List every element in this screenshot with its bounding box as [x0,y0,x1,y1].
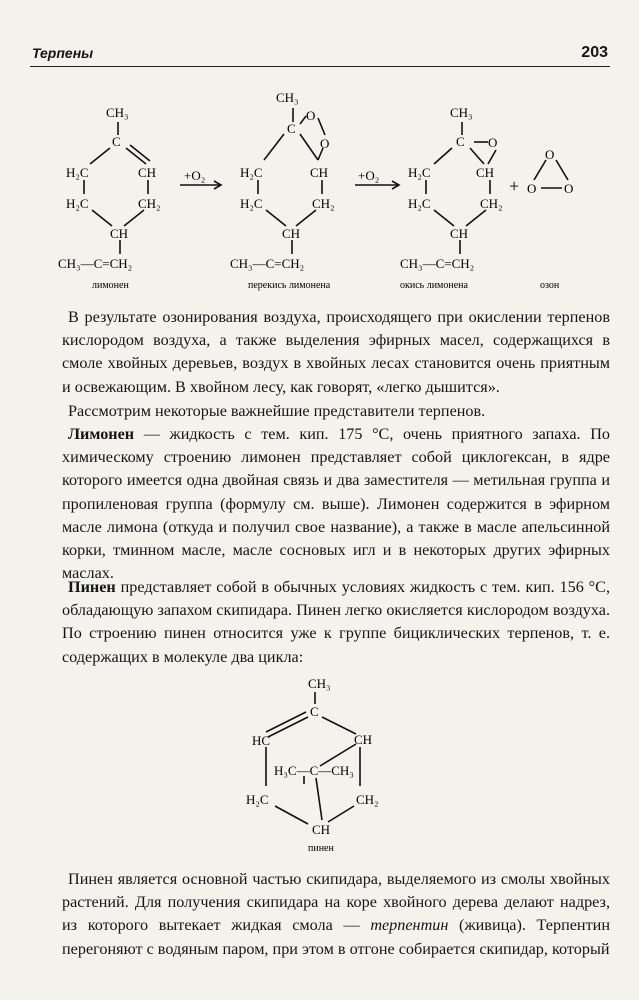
arrow-1-label: +O₂ [184,168,206,183]
page-number: 203 [581,44,608,61]
peroxide-ch2-bottom: CH₂ [312,196,335,211]
pinene-caption: пинен [308,843,334,854]
pinene-c: C [310,704,319,719]
oxide-h2c-bottom: H₂C [408,196,431,211]
paragraph-turpentine-text-b: (живица). Терпентин перегоняют с водяным паром, при этом в отгоне собирается скипидар, который [62,916,610,958]
peroxide-c: C [287,121,296,136]
plus-sign: + [509,176,520,196]
pinene-ch2: CH₂ [356,792,379,807]
paragraph-turpentine [62,868,610,961]
pinene-ch-bottom: CH [312,822,331,837]
limonene-c: C [112,134,121,149]
running-header [30,42,610,66]
peroxide-ch3: CH₃ [276,90,299,105]
oxide-ch2-bottom: CH₂ [480,196,503,211]
oxide-ch3: CH₃ [450,105,473,120]
limonene-ch3: CH₃ [106,105,129,120]
header-rule [30,66,610,67]
ozone-o-top: O [545,147,555,162]
pinene-ch3: CH₃ [308,676,331,691]
oxide-h2c-top: H₂C [408,165,431,180]
oxide-side-chain: CH₃—C=CH₂ [400,256,475,271]
pinene-h2c: H₂C [246,792,269,807]
ozone-o-left: O [527,181,537,196]
pinene-bridge: H₃C—C—CH₃ [274,763,354,778]
limonene-ch-bottom: CH [110,226,129,241]
limonene-side-chain: CH₃—C=CH₂ [58,256,133,271]
paragraph-ozonation-text: В результате озонирования воздуха, происходящего при окислении терпенов кислородом воздуха, а также выделения эфирных масел, содержащихся в смоле хвойных деревьев, воздух в хвойных лесах становится очень приятным и освежающим. В хвойном лесу, как говорят, «легко дышится». [62,308,610,396]
peroxide-ch-bottom: CH [282,226,301,241]
pinene-structure [220,672,420,854]
running-title: Терпены [32,45,94,61]
oxide-c: C [456,134,465,149]
paragraph-pinene [62,576,610,669]
limonene-caption: лимонен [92,280,129,291]
peroxide-o1: O [306,108,316,123]
paragraph-ozonation [62,306,610,399]
ozone-caption: озон [540,280,560,291]
pinene-ch-right: CH [354,732,373,747]
oxide-caption: окись лимонена [400,280,468,291]
ozone-o-right: O [564,181,574,196]
peroxide-h2c-bottom: H₂C [240,196,263,211]
paragraph-limonene [62,423,610,585]
limonene-h2c-top: H₂C [66,165,89,180]
paragraph-intro-text: Рассмотрим некоторые важнейшие представители терпенов. [68,402,486,420]
paragraph-limonene-text: — жидкость с тем. кип. 175 °С, очень приятного запаха. По химическому строению лимонен представляет собой циклогексан, в ядре которого имеется одна двойная связь и два заместителя — метильная группа и пропиленовая группа (формулу см. выше). Лимонен содержится в эфирном масле лимона (откуда и получил свое название), а также в масле апельсинной корки, тминном масле, масле сосновых игл и в некоторых других эфирных маслах. [62,425,610,583]
paragraph-intro-terpenes [62,400,610,423]
peroxide-h2c-top: H₂C [240,165,263,180]
paragraph-turpentine-text-a: Пинен является основной частью скипидара, выделяемого из смолы хвойных растений. Для получения скипидара на коре хвойного дерева делают надрез, из которого вытекает жидкая смола — [62,870,610,935]
peroxide-ch-top: CH [310,165,329,180]
term-pinene: Пинен [68,578,116,596]
paragraph-pinene-text: представляет собой в обычных условиях жидкость с тем. кип. 156 °С, обладающую запахом скипидара. Пинен легко окисляется кислородом воздуха. По строению пинен относится уже к группе бициклических терпенов, т. е. содержащих в молекуле два цикла: [62,578,610,666]
oxide-o: O [488,135,498,150]
limonene-h2c-bottom: H₂C [66,196,89,211]
reaction-scheme [0,80,639,300]
peroxide-caption: перекись лимонена [248,280,331,291]
peroxide-o2: O [320,136,330,151]
limonene-ch-top: CH [138,165,157,180]
term-limonene: Лимонен [68,425,135,443]
oxide-ch-top: CH [476,165,495,180]
arrow-2-label: +O₂ [358,168,380,183]
peroxide-side-chain: CH₃—C=CH₂ [230,256,305,271]
term-terpentin: терпентин [370,916,449,935]
oxide-ch-bottom: CH [450,226,469,241]
pinene-hc: HC [252,733,271,748]
limonene-ch2-bottom: CH₂ [138,196,161,211]
